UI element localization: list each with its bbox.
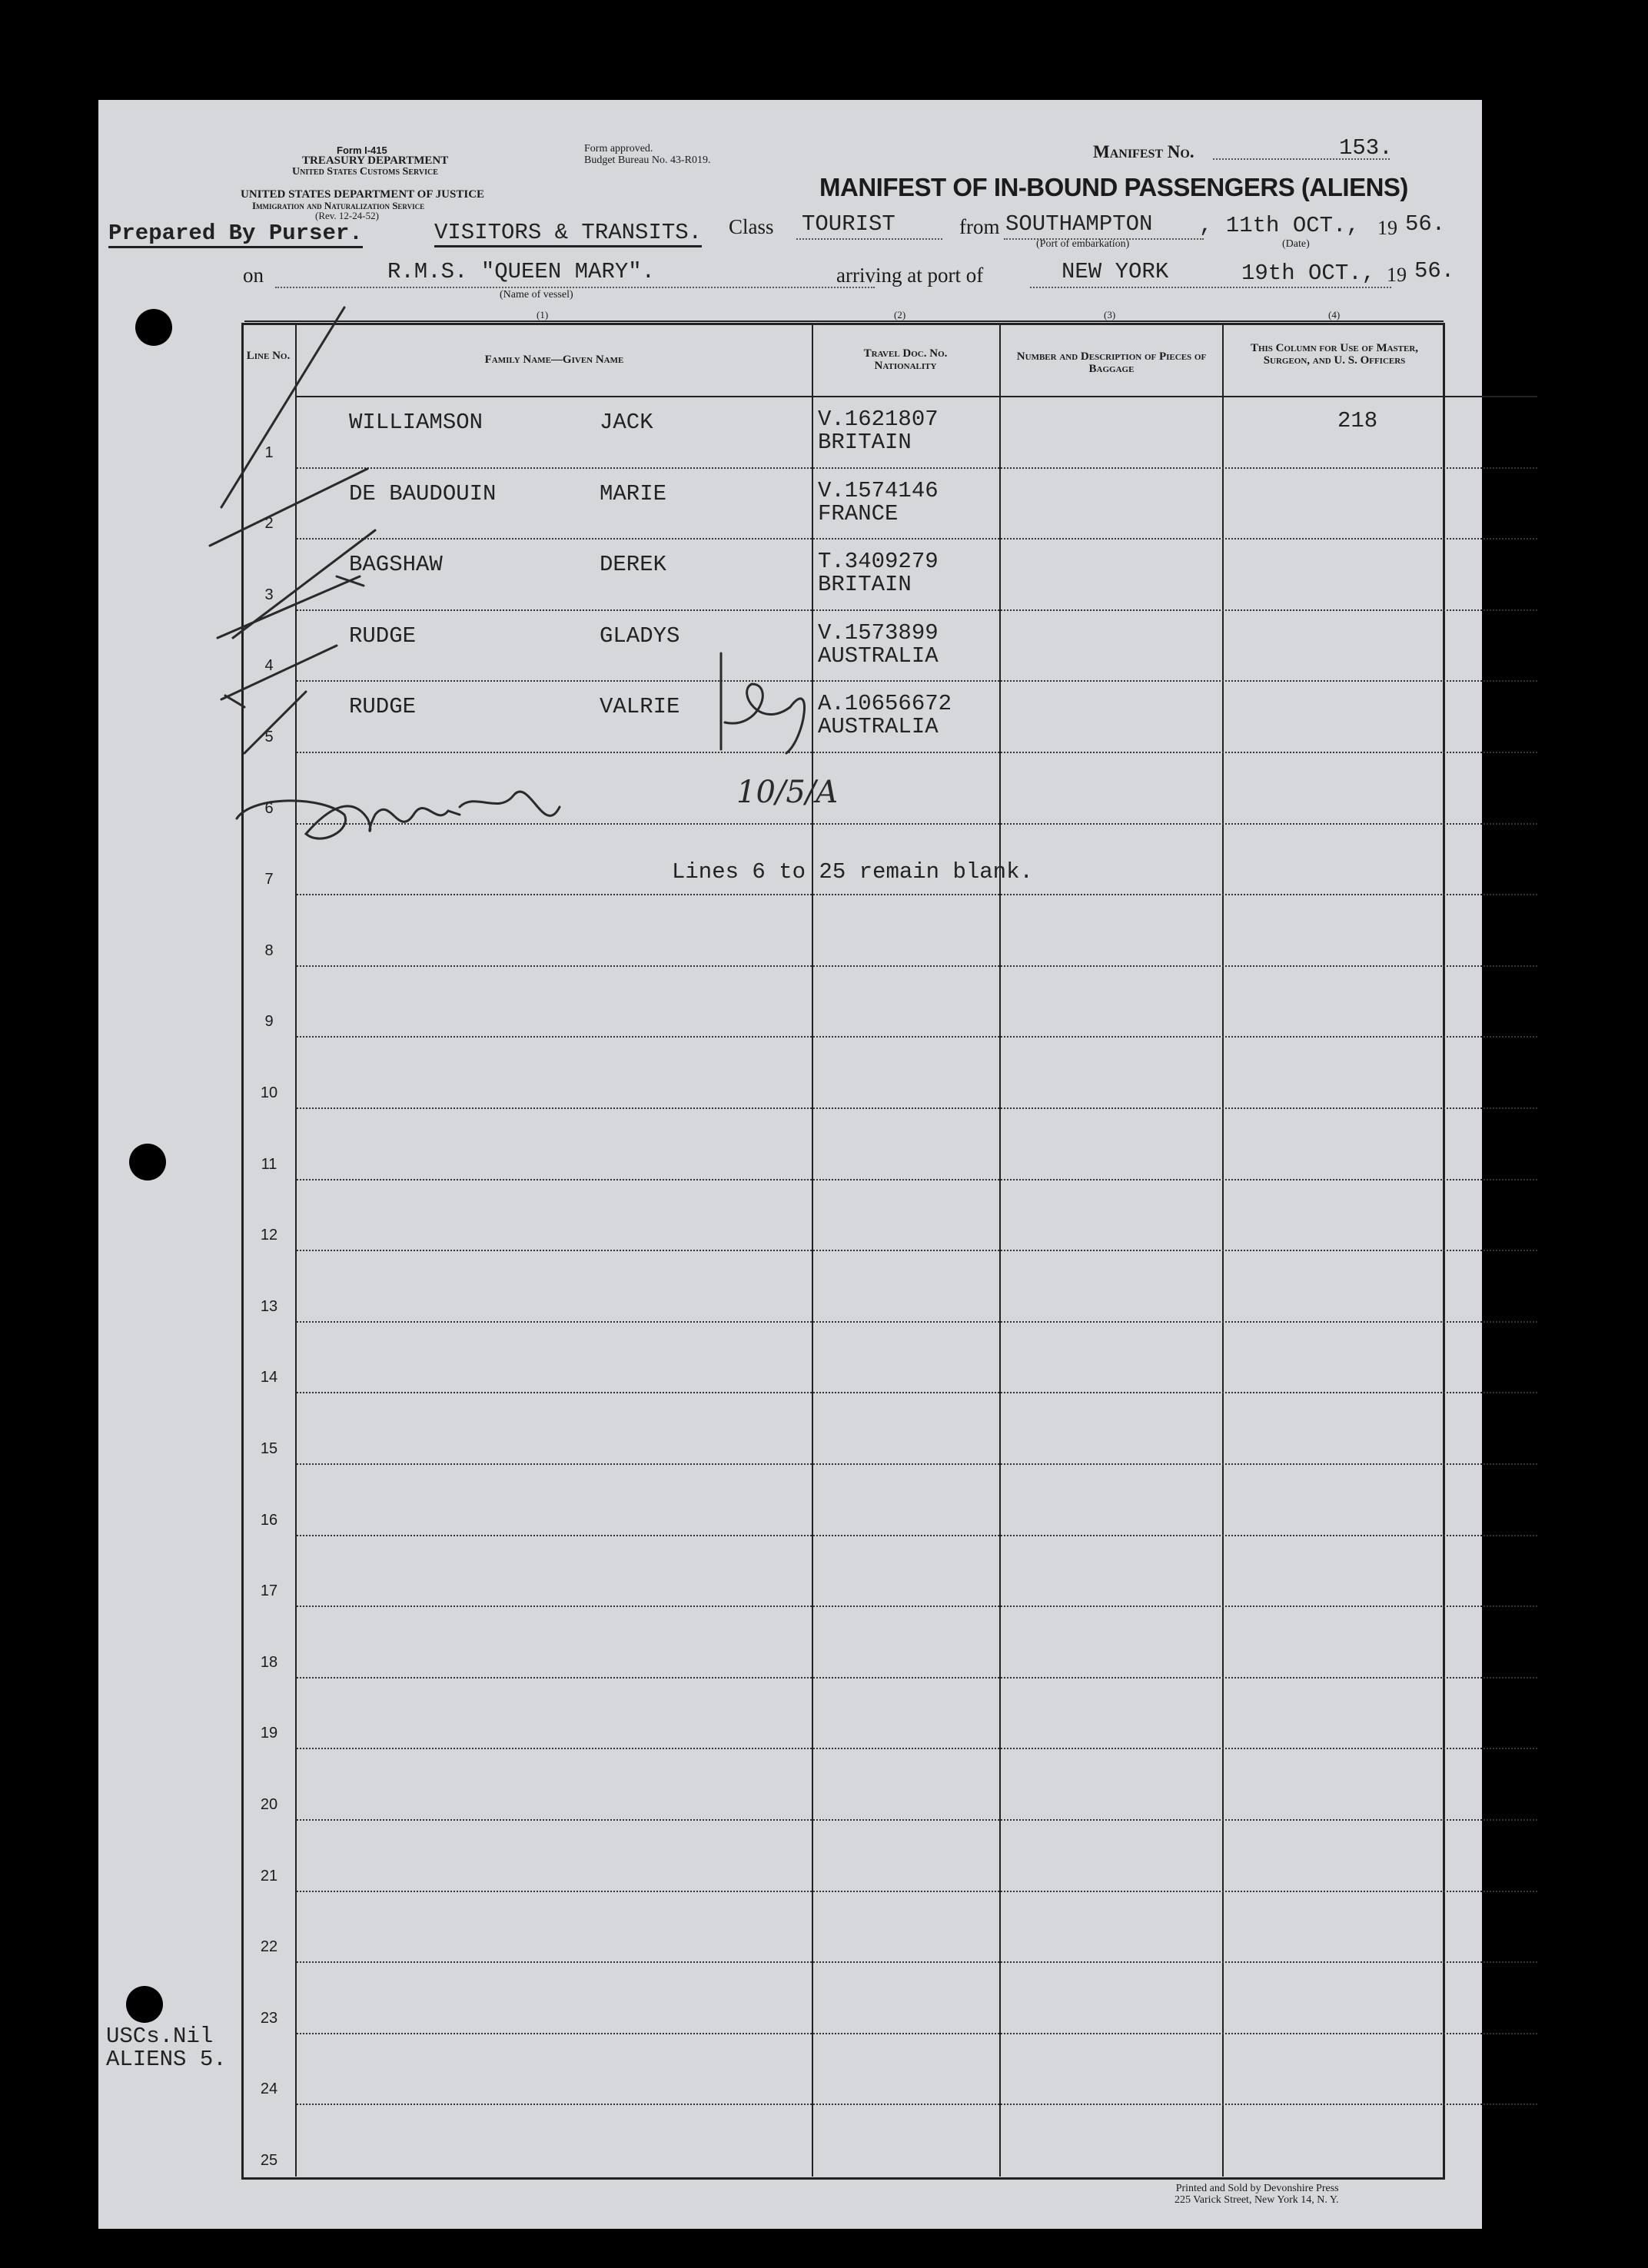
tick-mark-6	[244, 692, 306, 753]
line-number: 24	[260, 2080, 278, 2098]
passenger-family-name: BAGSHAW	[349, 552, 443, 578]
arrival-year: 56.	[1414, 258, 1455, 284]
passenger-given-name: GLADYS	[600, 623, 680, 649]
tick-mark-1	[221, 307, 344, 507]
punch-hole-top	[135, 309, 172, 346]
row-rule	[297, 1891, 1537, 1892]
line-number: 3	[264, 586, 274, 603]
line-number: 22	[260, 1938, 278, 1956]
line-number: 15	[260, 1440, 278, 1457]
line-number: 8	[264, 941, 274, 959]
passenger-nationality: FRANCE	[818, 500, 899, 526]
signature	[237, 792, 560, 838]
from-label: from	[959, 215, 1000, 238]
on-label: on	[243, 264, 264, 287]
header-travel-doc: Travel Doc. No. Nationality	[863, 347, 948, 372]
row-rule	[297, 1036, 1537, 1038]
printer-footer	[1175, 2183, 1339, 2206]
arriving-label: arriving at port of	[836, 264, 984, 287]
line-number: 10	[260, 1084, 278, 1101]
passenger-travel-doc: V.1621807	[818, 407, 939, 432]
row-rule	[297, 1392, 1537, 1393]
footer-line2: 225 Varick Street, New York 14, N. Y.	[1175, 2194, 1339, 2206]
date-caption: (Date)	[1282, 238, 1310, 250]
row-rule	[297, 1535, 1537, 1536]
row-rule	[297, 1250, 1537, 1251]
row-rule	[297, 1179, 1537, 1180]
embark-date-day: , 11th OCT.,	[1199, 213, 1360, 238]
tick-mark-4	[218, 576, 364, 638]
embark-year: 56.	[1405, 211, 1446, 237]
passenger-family-name: DE BAUDOUIN	[349, 480, 497, 506]
form-revision: (Rev. 12-24-52)	[315, 210, 379, 221]
passenger-nationality: AUSTRALIA	[818, 714, 939, 740]
vessel-name: R.M.S. "QUEEN MARY".	[387, 259, 656, 284]
visitors-transits: VISITORS & TRANSITS.	[434, 220, 702, 247]
row-rule	[297, 1606, 1537, 1607]
blank-lines-note: Lines 6 to 25 remain blank.	[672, 859, 1033, 885]
class-label: Class	[729, 215, 774, 238]
customs-service: United States Customs Service	[292, 166, 438, 178]
prepared-by: Prepared By Purser.	[108, 221, 363, 248]
passenger-given-name: MARIE	[600, 480, 667, 506]
row-rule	[297, 1107, 1537, 1109]
header-family-name: Family Name—Given Name	[484, 354, 624, 366]
line-number: 21	[260, 1867, 278, 1884]
row-rule	[297, 1321, 1537, 1323]
passenger-travel-doc: T.3409279	[818, 549, 939, 575]
line-number: 6	[264, 799, 274, 817]
side-note-line1: USCs.Nil	[106, 2024, 214, 2049]
port-embark-caption: (Port of embarkation)	[1036, 238, 1130, 250]
line-number: 13	[260, 1297, 278, 1315]
footer-line1: Printed and Sold by Devonshire Press	[1175, 2183, 1339, 2194]
officer-notation: 218	[1337, 408, 1378, 433]
passenger-family-name: RUDGE	[349, 623, 417, 649]
line-number: 18	[260, 1653, 278, 1671]
line-number: 5	[264, 729, 274, 745]
treasury-dept: TREASURY DEPARTMENT	[302, 154, 449, 167]
row-rule	[297, 1677, 1537, 1679]
header-line-no: Line No.	[246, 350, 291, 362]
line-number: 17	[260, 1582, 278, 1600]
header-officers: This Column for Use of Master, Surgeon, and U. S. Officers	[1250, 342, 1419, 367]
passenger-family-name: WILLIAMSON	[349, 410, 483, 435]
line-number: 4	[264, 657, 274, 675]
passenger-nationality: BRITAIN	[818, 430, 912, 455]
budget-bureau: Budget Bureau No. 43-R019.	[584, 154, 711, 166]
row-rule	[297, 1819, 1537, 1821]
vessel-caption: (Name of vessel)	[500, 289, 573, 301]
handwritten-note: 10/5/A	[736, 775, 839, 810]
line-number: 25	[260, 2152, 278, 2169]
line-number: 16	[260, 1511, 278, 1529]
row-rule	[297, 2104, 1537, 2105]
row-rule	[297, 1463, 1537, 1465]
passenger-travel-doc: A.10656672	[818, 691, 952, 717]
col4-number: (4)	[1328, 309, 1341, 320]
side-note-line2: ALIENS 5.	[106, 2047, 227, 2072]
passenger-travel-doc: V.1573899	[818, 619, 939, 646]
line-number: 20	[260, 1796, 278, 1813]
ins-service: Immigration and Naturalization Service	[252, 200, 425, 211]
row-rule	[297, 2033, 1537, 2034]
line-number: 11	[261, 1155, 277, 1173]
manifest-number: 153.	[1339, 135, 1393, 161]
line-number: 19	[260, 1725, 278, 1742]
tick-mark-5	[221, 646, 337, 707]
passenger-given-name: DEREK	[600, 552, 667, 578]
col2-number: (2)	[894, 309, 906, 320]
line-number: 7	[264, 871, 274, 888]
line-number: 2	[264, 515, 274, 533]
row-rule	[297, 1748, 1537, 1749]
manifest-page	[98, 100, 1482, 2229]
passenger-travel-doc: V.1574146	[818, 477, 939, 503]
punch-hole-middle	[129, 1144, 166, 1180]
line-number: 12	[260, 1227, 278, 1244]
line-number: 14	[260, 1369, 278, 1386]
passenger-family-name: RUDGE	[349, 694, 417, 720]
manifest-title: MANIFEST OF IN-BOUND PASSENGERS (ALIENS)	[819, 173, 1408, 201]
passenger-nationality: AUSTRALIA	[818, 643, 939, 669]
col3-number: (3)	[1104, 309, 1116, 320]
embark-year-prefix: 19	[1377, 217, 1397, 239]
line-number: 23	[260, 2009, 278, 2027]
passenger-given-name: VALRIE	[600, 694, 680, 720]
row-rule	[297, 965, 1537, 967]
row-rule	[297, 1961, 1537, 1963]
form-number: Form I-415	[337, 144, 387, 156]
form-approved: Form approved.	[584, 143, 653, 154]
handwriting-overlay	[98, 100, 1482, 945]
header-baggage: Number and Description of Pieces of Baggage	[1016, 350, 1207, 375]
arrival-date-day: 19th OCT.,	[1241, 261, 1376, 286]
line-number: 9	[264, 1013, 274, 1031]
manifest-no-label: Manifest No.	[1093, 142, 1194, 161]
passenger-given-name: JACK	[600, 410, 653, 435]
port-of-arrival: NEW YORK	[1062, 259, 1169, 284]
punch-hole-bottom	[126, 1986, 163, 2023]
side-note	[106, 2025, 227, 2071]
class-value: TOURIST	[802, 211, 895, 237]
line-number: 1	[264, 443, 274, 461]
justice-dept: UNITED STATES DEPARTMENT OF JUSTICE	[241, 188, 485, 201]
arrival-year-prefix: 19	[1387, 264, 1407, 286]
passenger-nationality: BRITAIN	[818, 572, 912, 598]
tick-mark-2	[210, 469, 367, 546]
port-of-embarkation: SOUTHAMPTON	[1005, 211, 1153, 237]
col1-number: (1)	[537, 309, 549, 320]
initials	[721, 653, 805, 753]
